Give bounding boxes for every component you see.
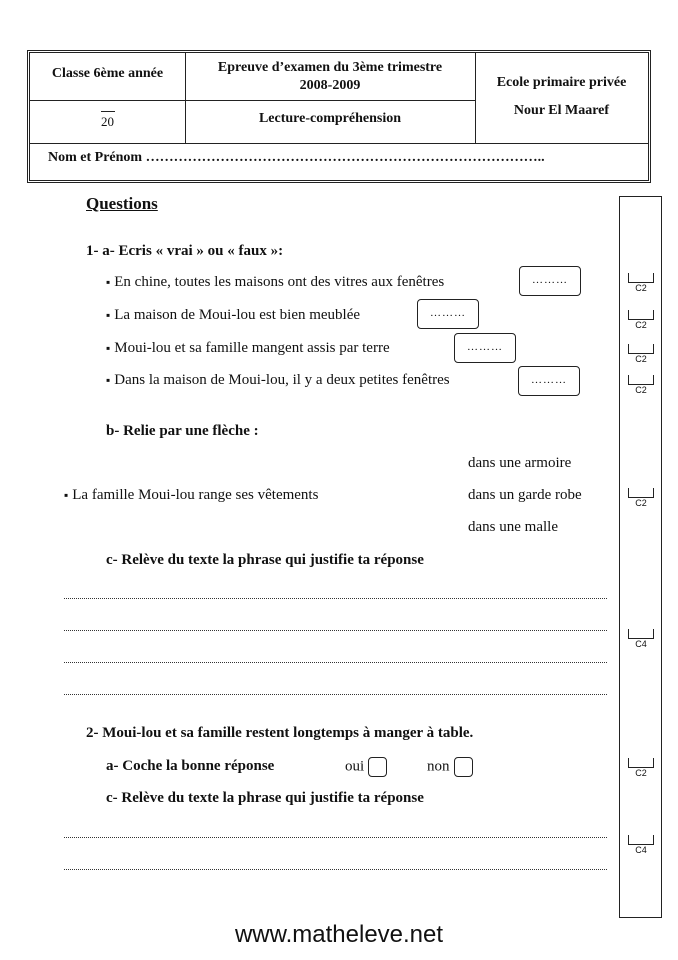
answer-box-3[interactable]: ……… (454, 333, 516, 363)
option-malle[interactable]: dans une malle (468, 519, 558, 535)
answer-line[interactable] (64, 629, 607, 631)
header-table (27, 50, 651, 183)
exam-year: 2008-2009 (299, 78, 361, 93)
statement-3: ▪ Moui-lou et sa famille mangent assis par terre (106, 340, 390, 357)
score-box (30, 111, 185, 130)
school-line1: Ecole primaire privée (496, 75, 627, 90)
school-line2: Nour El Maaref (513, 103, 610, 118)
q1a-title: 1- a- Ecris « vrai » ou « faux »: (86, 243, 284, 259)
q2-title: 2- Moui-lou et sa famille restent longtemps à manger à table. (86, 725, 474, 741)
q1b-title: b- Relie par une flèche : (106, 423, 259, 439)
criterion-mark: C2 (626, 310, 656, 330)
criterion-mark: C4 (626, 629, 656, 649)
statement-4: ▪ Dans la maison de Moui-lou, il y a deux petites fenêtres (106, 372, 450, 389)
subject-title: Lecture-compréhension (258, 111, 402, 126)
no-checkbox[interactable] (454, 757, 473, 777)
q1c-title: c- Relève du texte la phrase qui justifie ta réponse (106, 552, 424, 568)
answer-line[interactable] (64, 836, 607, 838)
questions-title: Questions (86, 194, 158, 213)
no-label: non (427, 758, 450, 775)
q2a-title: a- Coche la bonne réponse (106, 758, 275, 774)
yes-checkbox[interactable] (368, 757, 387, 777)
criterion-mark: C2 (626, 344, 656, 364)
exam-title-line1: Epreuve d’examen du 3ème trimestre (217, 60, 443, 75)
criterion-mark: C4 (626, 835, 656, 855)
answer-line[interactable] (64, 693, 607, 695)
no-option[interactable] (427, 757, 473, 777)
relie-left-item[interactable]: ▪ La famille Moui-lou range ses vêtements (64, 487, 318, 504)
criterion-mark: C2 (626, 375, 656, 395)
answer-box-1[interactable]: ……… (519, 266, 581, 296)
answer-box-4[interactable]: ……… (518, 366, 580, 396)
answer-line[interactable] (64, 661, 607, 663)
answer-line[interactable] (64, 597, 607, 599)
name-field-label: Nom et Prénom ………………………………………………………………………….. (48, 150, 545, 165)
answer-box-2[interactable]: ……… (417, 299, 479, 329)
criteria-column (619, 196, 662, 918)
criterion-mark: C2 (626, 273, 656, 293)
q2c-title: c- Relève du texte la phrase qui justifie ta réponse (106, 790, 424, 806)
criterion-mark: C2 (626, 488, 656, 508)
statement-2: ▪ La maison de Moui-lou est bien meublée (106, 307, 360, 324)
exam-title (185, 59, 475, 95)
answer-line[interactable] (64, 868, 607, 870)
yes-option[interactable] (345, 757, 387, 777)
criterion-mark: C2 (626, 758, 656, 778)
option-garde-robe[interactable]: dans un garde robe (468, 487, 582, 503)
school-name (475, 69, 648, 125)
yes-label: oui (345, 758, 365, 775)
statement-1: ▪ En chine, toutes les maisons ont des vitres aux fenêtres (106, 274, 444, 291)
footer-url[interactable]: www.matheleve.net (234, 921, 444, 948)
class-label: Classe 6ème année (51, 66, 164, 81)
option-armoire[interactable]: dans une armoire (468, 455, 572, 471)
score-denominator: 20 (101, 114, 114, 129)
